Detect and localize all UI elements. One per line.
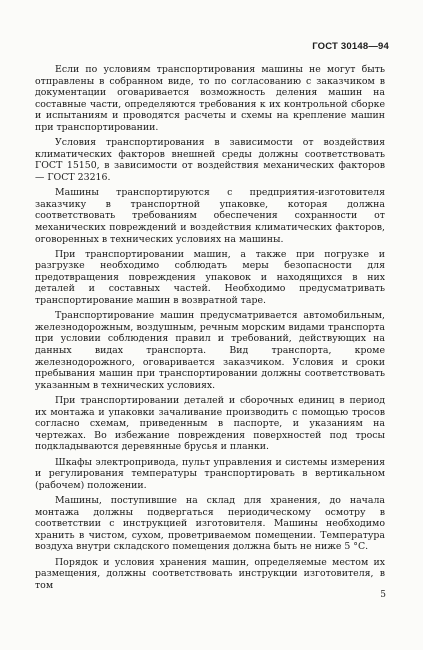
paragraph-4: При транспортировании машин, а также при погрузке и разгрузке необходимо соблюдать меры безопасности для предотвращения повреждения упаковок и находящихся в них деталей и составных частей. Необходимо предусматривать транспортирование машин в возвратной таре. [35,248,385,307]
page-number: 5 [380,590,386,600]
paragraph-2: Условия транспортирования в зависимости от воздействия климатических факторов внешней среды должны соответствовать ГОСТ 15150, в зависимости от воздействия механических факторов — ГОСТ 23216. [35,137,385,183]
paragraph-5: Транспортирование машин предусматривается автомобильным, железнодорожным, воздушным, речным морским видами транспорта при условии соблюдения правил и требований, действующих на данных видах транспорта. Вид транспорта, кроме железнодорожного, оговаривается заказчиком. Условия и сроки пребывания машин при транспортировании должны соответствовать указанным в технических условиях. [35,310,385,391]
paragraph-3: Машины транспортируются с предприятия-изготовителя заказчику в транспортной упаковке, которая должна соответствовать требованиям обеспечения сохранности от механических повреждений и воздействия климатических факторов, оговоренных в технических условиях на машины. [35,187,385,245]
paragraph-1: Если по условиям транспортирования машины не могут быть отправлены в собранном виде, то по согласованию с заказчиком в документации оговаривается возможность деления машин на составные части, определяются требования к их контрольной сборке и испытаниям и проводятся расчеты и схемы на крепление машин при транспортировании. [35,64,385,133]
paragraph-9: Порядок и условия хранения машин, определяемые местом их размещения, должны соответствовать инструкции изготовителя, в том [35,556,385,591]
paragraph-6: При транспортировании деталей и сборочных единиц в период их монтажа и упаковки зачаливание производить с помощью тросов согласно схемам, приведенным в паспорте, и указаниям на чертежах. Во избежание повреждения поверхностей под тросы подкладываются деревянные брусья и планки. [35,395,385,453]
body-text [35,64,385,595]
standard-code-header: ГОСТ 30148—94 [312,41,389,52]
paragraph-8: Машины, поступившие на склад для хранения, до начала монтажа должны подвергаться периодическому осмотру в соответствии с инструкцией изготовителя. Машины необходимо хранить в чистом, сухом, проветриваемом помещении. Температура воздуха внутри складского помещения должна быть не ниже 5 °С. [35,494,385,553]
paragraph-7: Шкафы электропривода, пульт управления и системы измерения и регулирования температуры транспортировать в вертикальном (рабочем) положении. [35,456,385,491]
